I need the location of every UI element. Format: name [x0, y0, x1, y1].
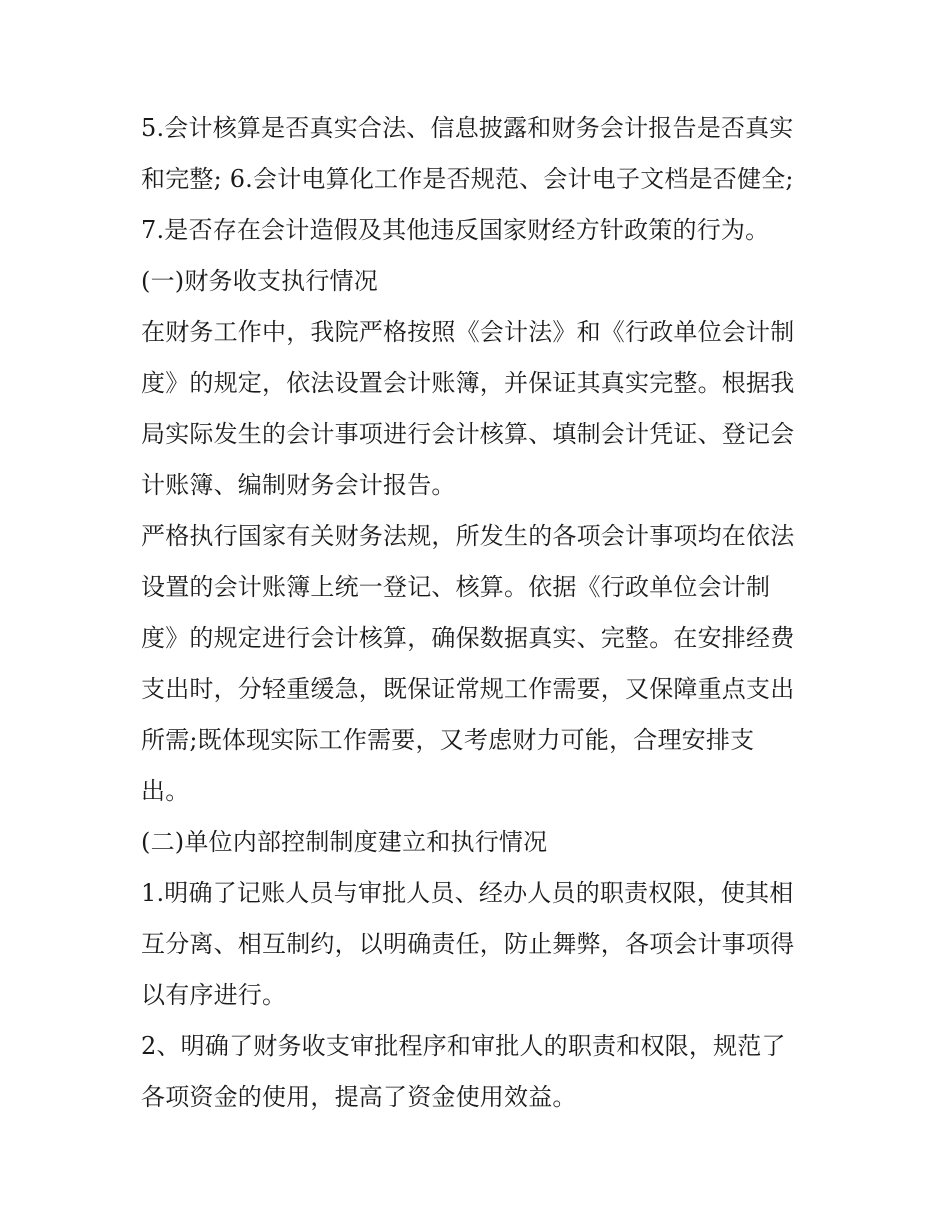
- text-line: 所需;既体现实际工作需要，又考虑财力可能，合理安排支: [141, 726, 755, 754]
- section-heading: (二)单位内部控制制度建立和执行情况: [141, 828, 548, 856]
- text-line: 7.是否存在会计造假及其他违反国家财经方针政策的行为。: [141, 216, 770, 244]
- text-line: 和完整; 6.会计电算化工作是否规范、会计电子文档是否健全;: [141, 165, 794, 193]
- text-line: 在财务工作中，我院严格按照《会计法》和《行政单位会计制: [141, 318, 795, 346]
- text-line: 互分离、相互制约，以明确责任，防止舞弊，各项会计事项得: [141, 930, 795, 958]
- text-line: 严格执行国家有关财务法规，所发生的各项会计事项均在依法: [141, 522, 795, 550]
- text-line: 以有序进行。: [141, 981, 287, 1009]
- text-line: 支出时，分轻重缓急，既保证常规工作需要，又保障重点支出: [141, 675, 795, 703]
- text-line: 2、明确了财务收支审批程序和审批人的职责和权限，规范了: [141, 1032, 786, 1060]
- text-line: 计账簿、编制财务会计报告。: [141, 471, 456, 499]
- text-line: 出。: [141, 777, 190, 805]
- text-line: 5.会计核算是否真实合法、信息披露和财务会计报告是否真实: [141, 114, 794, 142]
- section-heading: (一)财务收支执行情况: [141, 267, 378, 295]
- text-line: 各项资金的使用，提高了资金使用效益。: [141, 1083, 577, 1111]
- text-line: 度》的规定，依法设置会计账簿，并保证其真实完整。根据我: [141, 369, 795, 397]
- text-line: 度》的规定进行会计核算，确保数据真实、完整。在安排经费: [141, 624, 795, 652]
- text-line: 局实际发生的会计事项进行会计核算、填制会计凭证、登记会: [141, 420, 795, 448]
- text-line: 1.明确了记账人员与审批人员、经办人员的职责权限，使其相: [141, 879, 794, 907]
- text-line: 设置的会计账簿上统一登记、核算。依据《行政单位会计制: [141, 573, 771, 601]
